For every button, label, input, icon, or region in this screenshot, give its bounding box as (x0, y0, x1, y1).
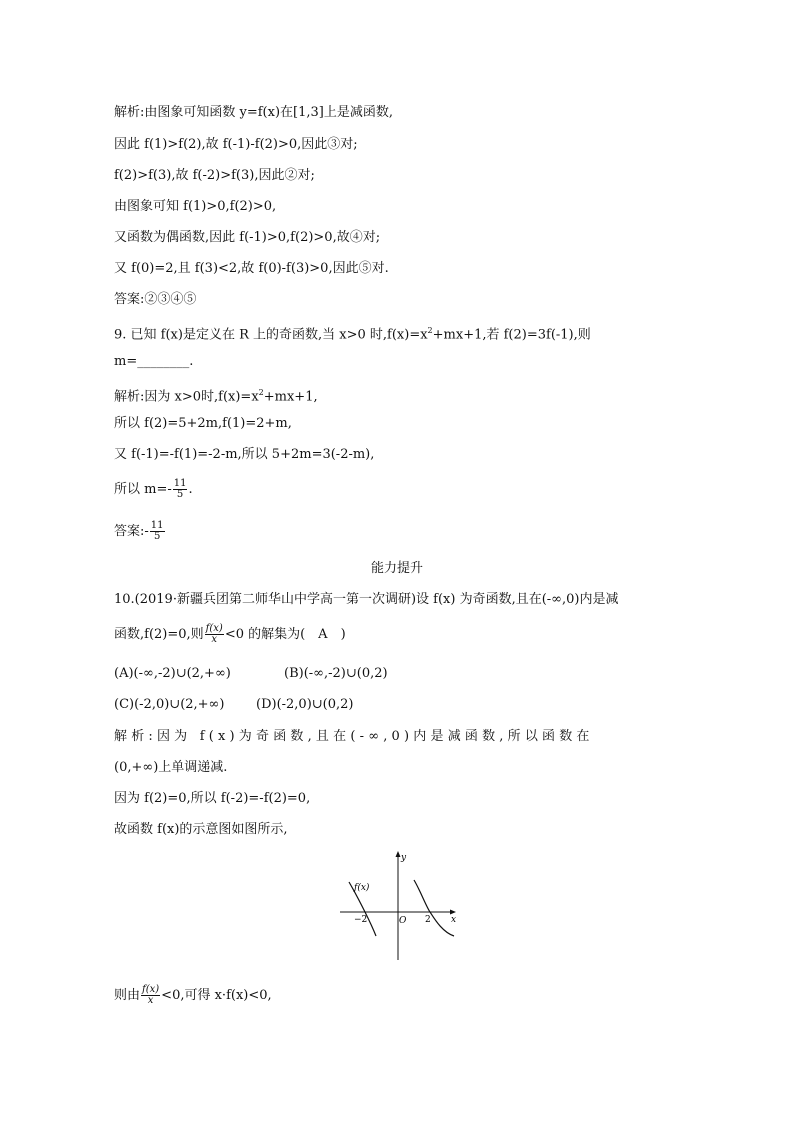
exponent: 2 (427, 326, 433, 335)
solution-text: +mx+1, (263, 389, 318, 405)
question-10-stem-text: <0 的解集为( A ) (224, 627, 346, 642)
x-axis-label: x (451, 915, 457, 925)
solution-line (114, 985, 272, 1006)
solution-line: 所以 f(2)=5+2m,f(1)=2+m, (114, 416, 292, 431)
fraction-denominator: 5 (176, 489, 184, 500)
fraction-numerator: f(x) (142, 984, 160, 995)
solution-line: 解析:因为 f(x)为奇函数,且在(-∞,0)内是减函数,所以函数在 (114, 729, 594, 744)
fraction-denominator: 5 (153, 531, 161, 542)
answer-blank: m=________. (114, 354, 194, 369)
answer-line (114, 521, 166, 542)
y-axis-label: y (401, 853, 407, 863)
fx-label: f(x) (354, 883, 370, 893)
exponent: 2 (258, 388, 264, 397)
solution-text: . (188, 482, 193, 497)
option-b: (B)(-∞,-2)∪(0,2) (284, 666, 388, 681)
fraction-numerator: f(x) (205, 623, 223, 634)
y-axis-arrow (396, 851, 401, 857)
analysis-line: f(2)>f(3),故 f(-2)>f(3),因此②对; (114, 168, 315, 183)
option-c: (C)(-2,0)∪(2,+∞) (114, 697, 225, 712)
analysis-line: 因此 f(1)>f(2),故 f(-1)-f(2)>0,因此③对; (114, 137, 358, 152)
fraction-numerator: 11 (173, 478, 187, 489)
fraction-numerator: 11 (150, 520, 164, 531)
fraction (205, 624, 224, 645)
question-9-stem-text: +mx+1,若 f(2)=3f(-1),则 (432, 327, 591, 343)
function-sketch (330, 846, 470, 964)
solution-line (114, 384, 318, 406)
origin-label: O (399, 916, 407, 926)
analysis-line: 解析:由图象可知函数 y=f(x)在[1,3]上是减函数, (114, 105, 393, 120)
solution-line: 因为 f(2)=0,所以 f(-2)=-f(2)=0, (114, 791, 311, 806)
solution-line: (0,+∞)上单调递减. (114, 760, 228, 775)
curve-right (414, 880, 457, 936)
analysis-line: 又函数为偶函数,因此 f(-1)>0,f(2)>0,故④对; (114, 230, 381, 245)
solution-text: 所以 m=- (114, 482, 172, 497)
fraction (150, 521, 165, 542)
fraction (141, 985, 160, 1006)
option-d: (D)(-2,0)∪(0,2) (256, 697, 354, 712)
solution-text: 则由 (114, 988, 141, 1003)
solution-text: 解析:因为 x>0时,f(x)=x (114, 389, 259, 405)
question-10-stem-text: 函数,f(2)=0,则 (114, 627, 204, 642)
solution-line: 又 f(-1)=-f(1)=-2-m,所以 5+2m=3(-2-m), (114, 447, 375, 462)
solution-line: 故函数 f(x)的示意图如图所示, (114, 822, 288, 837)
fraction-denominator: x (147, 995, 154, 1006)
answer-line: 答案:②③④⑤ (114, 292, 197, 307)
solution-line (114, 479, 193, 500)
option-a: (A)(-∞,-2)∪(2,+∞) (114, 666, 231, 681)
x-axis-arrow (450, 910, 456, 915)
analysis-line: 又 f(0)=2,且 f(3)<2,故 f(0)-f(3)>0,因此⑤对. (114, 261, 389, 276)
solution-text: <0,可得 x·f(x)<0, (161, 988, 272, 1003)
question-10-stem: 10.(2019·新疆兵团第二师华山中学高一第一次调研)设 f(x) 为奇函数,且在(-∞,0)内是减 (114, 592, 619, 607)
question-9-stem (114, 322, 591, 344)
fraction-denominator: x (211, 634, 218, 645)
answer-label: 答案:- (114, 524, 149, 539)
section-title: 能力提升 (370, 561, 423, 576)
analysis-line: 由图象可知 f(1)>0,f(2)>0, (114, 199, 277, 214)
tick-label-2: 2 (425, 915, 431, 925)
tick-label-neg2: −2 (354, 915, 368, 925)
question-9-stem-text: 9. 已知 f(x)是定义在 R 上的奇函数,当 x>0 时,f(x)=x (114, 327, 428, 343)
fraction (173, 479, 188, 500)
question-10-stem (114, 624, 346, 645)
